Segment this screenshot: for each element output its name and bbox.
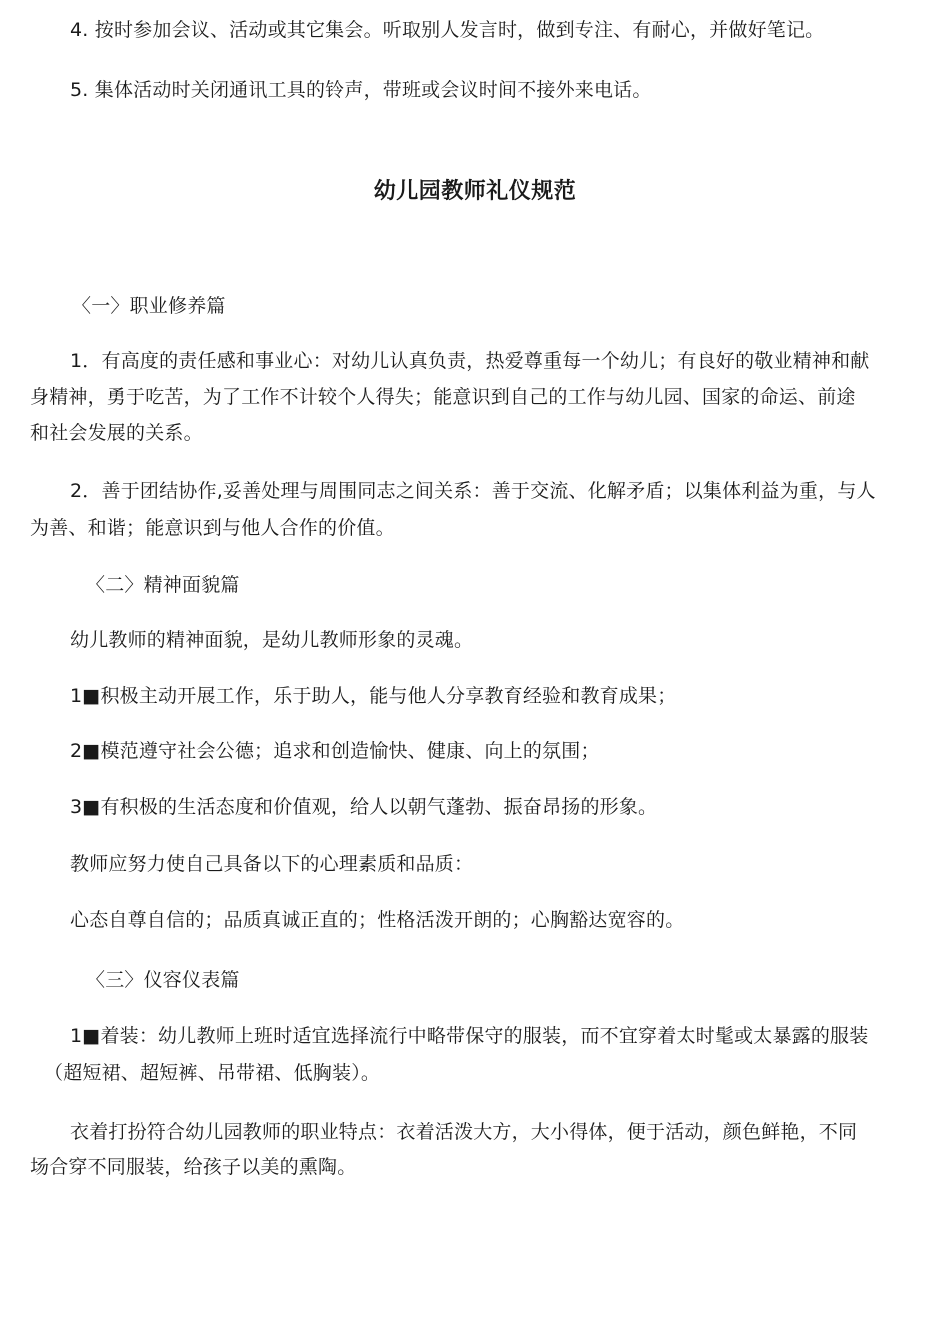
- paragraph-line: 1．有高度的责任感和事业心：对幼儿认真负责，热爱尊重每一个幼儿；有良好的敬业精神和献: [70, 350, 870, 372]
- list-item: 2■模范遵守社会公德；追求和创造愉快、健康、向上的氛围；: [70, 740, 600, 762]
- paragraph-line: 教师应努力使自己具备以下的心理素质和品质：: [70, 853, 474, 875]
- paragraph-line: 幼儿教师的精神面貌，是幼儿教师形象的灵魂。: [70, 629, 474, 651]
- list-item: 3■有积极的生活态度和价值观，给人以朝气蓬勃、振奋昂扬的形象。: [70, 796, 658, 818]
- paragraph-line: 2．善于团结协作,妥善处理与周围同志之间关系：善于交流、化解矛盾；以集体利益为重，与人: [70, 480, 876, 502]
- section-heading: 〈二〉精神面貌篇: [86, 574, 240, 596]
- list-item: 1■积极主动开展工作，乐于助人，能与他人分享教育经验和教育成果；: [70, 685, 677, 707]
- page-title: 幼儿园教师礼仪规范: [373, 179, 577, 204]
- section-heading: 〈三〉仪容仪表篇: [86, 969, 240, 991]
- list-item: 5. 集体活动时关闭通讯工具的铃声，带班或会议时间不接外来电话。: [70, 79, 652, 101]
- list-item: 4. 按时参加会议、活动或其它集会。听取别人发言时，做到专注、有耐心，并做好笔记。: [70, 19, 825, 41]
- paragraph-line: 衣着打扮符合幼儿园教师的职业特点：衣着活泼大方，大小得体，便于活动，颜色鲜艳，不同: [70, 1121, 858, 1143]
- paragraph-line: 和社会发展的关系。: [30, 422, 203, 444]
- paragraph-line: （超短裙、超短裤、吊带裙、低胸装）。: [44, 1062, 381, 1084]
- paragraph-line: 为善、和谐；能意识到与他人合作的价值。: [30, 517, 395, 539]
- paragraph-line: 心态自尊自信的；品质真诚正直的；性格活泼开朗的；心胸豁达宽容的。: [70, 909, 685, 931]
- paragraph-line: 场合穿不同服装，给孩子以美的熏陶。: [30, 1156, 357, 1178]
- paragraph-line: 身精神，勇于吃苦，为了工作不计较个人得失；能意识到自己的工作与幼儿园、国家的命运、前途: [30, 386, 856, 408]
- section-heading: 〈一〉职业修养篇: [72, 295, 226, 317]
- paragraph-line: 1■着装：幼儿教师上班时适宜选择流行中略带保守的服装，而不宜穿着太时髦或太暴露的服装: [70, 1025, 869, 1047]
